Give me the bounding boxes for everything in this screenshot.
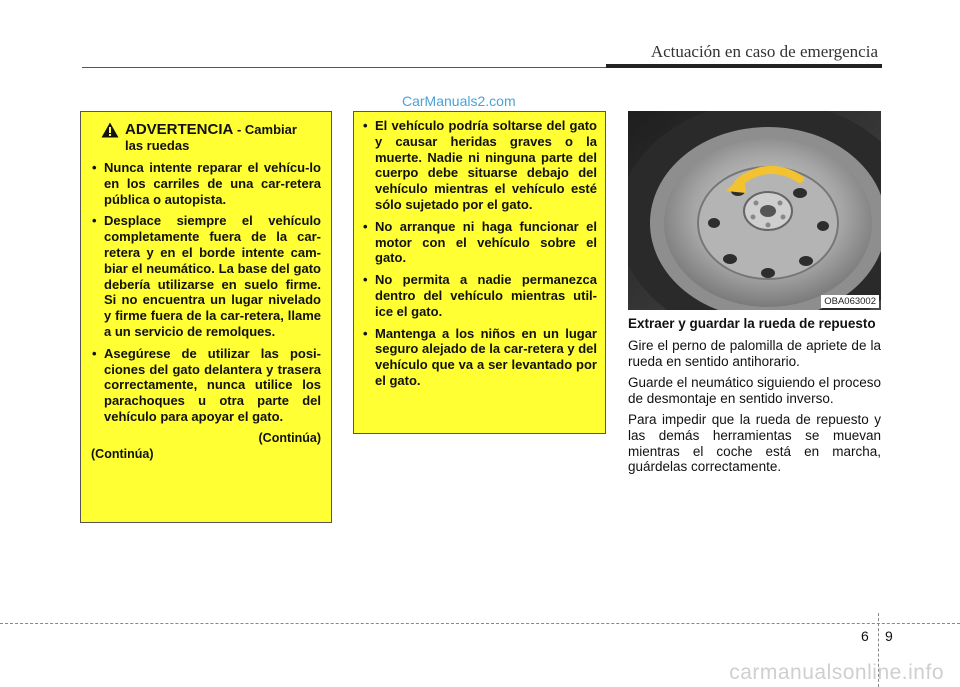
section-heading: Extraer y guardar la rueda de repuesto	[628, 316, 876, 331]
watermark-top: CarManuals2.com	[402, 93, 516, 109]
warning-list-continued	[362, 118, 597, 389]
header-rule-accent	[606, 64, 882, 68]
continue-label-left: (Continúa)	[91, 446, 154, 461]
warning-triangle-icon	[101, 122, 119, 138]
warning-heading	[91, 122, 321, 154]
photo-code-label: OBA063002	[821, 295, 879, 308]
warning-title: ADVERTENCIA	[125, 121, 234, 138]
list-item: • El vehículo podría soltarse del gato y causar heridas graves o la muerte. Nadie ni ninguna parte del cuerpo debe situarse debajo del vehículo mientras el vehículo esté sólo sujetado por el gato.	[362, 118, 597, 213]
section-text	[628, 316, 881, 481]
page-number: 9	[885, 628, 893, 644]
list-item: • No permita a nadie permanezca dentro del vehículo mientras util-ice el gato.	[362, 272, 597, 319]
list-item: • Desplace siempre el vehículo completamente fuera de la car-retera y en el borde intente cam-biar el neumático. La base del gato debería utilizarse en suelo firme. Si no encuentra un lugar nivelado y firme fuera de la car-retera, llame a un servicio de remolques.	[91, 213, 321, 339]
warning-subtitle-1: Cambiar	[244, 122, 297, 137]
list-item: • No arranque ni haga funcionar el motor con el vehículo sobre el gato.	[362, 219, 597, 266]
spare-wheel-illustration	[628, 111, 881, 310]
list-item: • Mantenga a los niños en un lugar seguro alejado de la car-retera y del vehículo que va a ser levantado por el gato.	[362, 326, 597, 389]
warning-box	[80, 111, 332, 523]
watermark-bottom: carmanualsonline.info	[729, 661, 944, 684]
warning-list	[91, 160, 321, 425]
warning-dash: -	[233, 122, 245, 137]
page-header-title: Actuación en caso de emergencia	[650, 42, 878, 61]
section-paragraph: Guarde el neumático siguiendo el proceso de desmontaje en sentido inverso.	[628, 375, 881, 406]
spare-wheel-photo	[628, 111, 881, 310]
chapter-number: 6	[861, 628, 869, 644]
list-item: • Nunca intente reparar el vehícu-lo en los carriles de una car-retera pública o autopista.	[91, 160, 321, 207]
section-paragraph: Para impedir que la rueda de repuesto y las demás herramientas se muevan mientras el coche está en marcha, guárdelas correctamente.	[628, 412, 881, 475]
continue-label-right: (Continúa)	[258, 430, 321, 445]
section-paragraph: Gire el perno de palomilla de apriete de la rueda en sentido antihorario.	[628, 338, 881, 369]
warning-box-continued	[353, 111, 606, 434]
list-item: • Asegúrese de utilizar las posi-ciones del gato delantera y trasera correctamente, nunca utilice los parachoques u otra parte del vehículo para apoyar el gato.	[91, 346, 321, 425]
footer-rule	[0, 623, 960, 624]
warning-subtitle-2: las ruedas	[125, 138, 190, 153]
